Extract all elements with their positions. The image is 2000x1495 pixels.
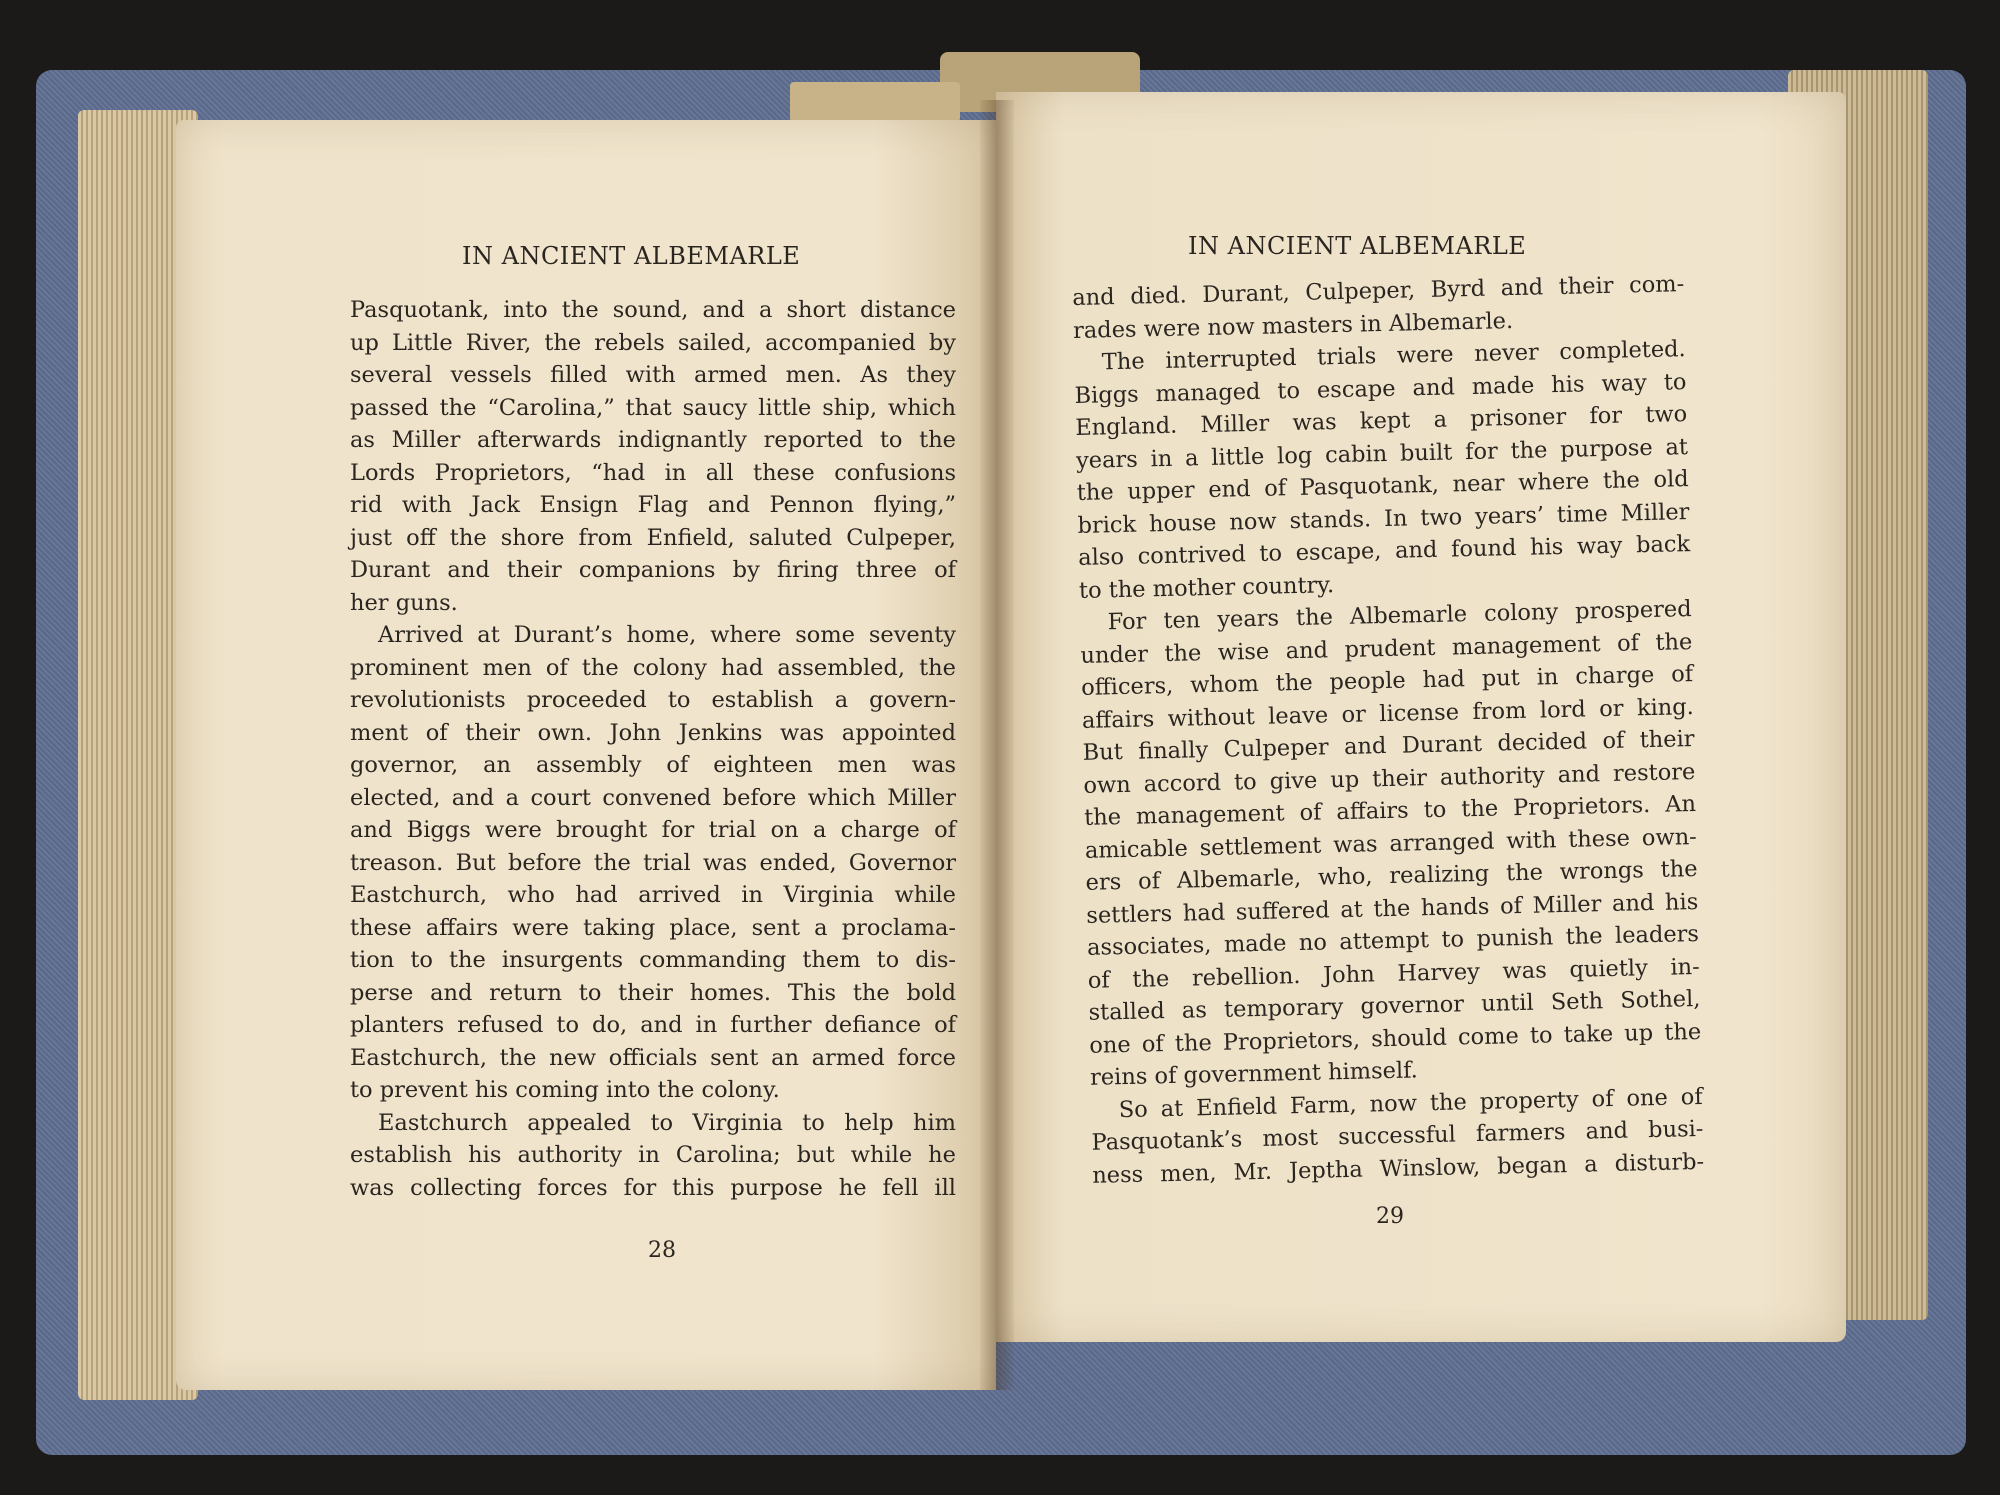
text-line: rades were now masters in Albemarle.: [1072, 307, 1514, 344]
text-line: just off the shore from Enfield, saluted Culpeper,: [350, 524, 956, 551]
text-line: Pasquotank, into the sound, and a short distance: [350, 297, 956, 323]
text-line: and died. Durant, Culpeper, Byrd and their com-: [1072, 271, 1685, 311]
text-line: affairs without leave or license from lord or king.: [1081, 693, 1695, 734]
text-line: perse and return to their homes. This the bold: [350, 979, 956, 1006]
text-line: up Little River, the rebels sailed, accompanied by: [350, 329, 956, 356]
text-line: England. Miller was kept a prisoner for two: [1075, 401, 1688, 441]
text-line: one of the Proprietors, should come to take up the: [1089, 1018, 1702, 1059]
page-body-text: [1072, 268, 1704, 1192]
text-line: governor, an assembly of eighteen men was: [350, 752, 956, 778]
left-page: [176, 120, 996, 1390]
text-line: But finally Culpeper and Durant decided of their: [1082, 725, 1695, 766]
page-number: 29: [1376, 1204, 1404, 1229]
text-line: the upper end of Pasquotank, near where the old: [1076, 466, 1689, 506]
page-number: 28: [648, 1238, 676, 1263]
text-line: her guns.: [350, 589, 458, 616]
text-line: was collecting forces for this purpose he fell ill: [350, 1174, 956, 1201]
text-line: also contrived to escape, and found his way back: [1077, 531, 1691, 571]
text-line: establish his authority in Carolina; but while he: [350, 1142, 956, 1168]
text-line: under the wise and prudent management of the: [1080, 628, 1693, 669]
book-gutter: [980, 100, 1014, 1390]
text-line: planters refused to do, and in further defiance of: [350, 1012, 956, 1038]
text-line: to the mother country.: [1078, 571, 1335, 604]
text-line: amicable settlement was arranged with these own-: [1084, 823, 1698, 864]
text-line: Arrived at Durant’s home, where some seventy: [378, 622, 956, 648]
text-line: to prevent his coming into the colony.: [350, 1077, 780, 1103]
spine-tape: [790, 82, 960, 122]
text-line: Pasquotank’s most successful farmers and busi-: [1091, 1115, 1704, 1156]
text-line: and Biggs were brought for trial on a charge of: [350, 817, 956, 843]
right-page: [996, 92, 1846, 1342]
text-line: years in a little log cabin built for the purpose at: [1075, 433, 1689, 474]
text-line: prominent men of the colony had assembled, the: [350, 654, 956, 681]
text-line: Eastchurch, the new officials sent an armed force: [350, 1044, 956, 1071]
page-body-text: [350, 294, 956, 1204]
text-line: treason. But before the trial was ended, Governor: [350, 849, 956, 876]
text-line: of the rebellion. John Harvey was quietly in-: [1087, 953, 1700, 994]
text-line: Eastchurch, who had arrived in Virginia while: [350, 882, 956, 908]
text-line: as Miller afterwards indignantly reported to the: [350, 427, 956, 453]
text-line: elected, and a court convened before which Miller: [350, 784, 956, 811]
text-line: several vessels filled with armed men. As they: [350, 362, 956, 388]
text-line: settlers had suffered at the hands of Miller and his: [1086, 888, 1699, 929]
text-line: Eastchurch appealed to Virginia to help him: [378, 1109, 956, 1136]
text-line: these affairs were taking place, sent a proclama-: [350, 914, 956, 941]
text-line: rid with Jack Ensign Flag and Pennon flying,”: [350, 492, 956, 518]
text-line: ness men, Mr. Jeptha Winslow, began a disturb-: [1091, 1148, 1705, 1189]
text-line: Lords Proprietors, “had in all these confusions: [350, 459, 956, 486]
running-header: IN ANCIENT ALBEMARLE: [462, 242, 801, 270]
text-line: associates, made no attempt to punish the leaders: [1086, 920, 1700, 961]
text-line: own accord to give up their authority and restore: [1083, 758, 1696, 799]
text-line: stalled as temporary governor until Seth Sothel,: [1088, 985, 1701, 1026]
text-line: reins of government himself.: [1089, 1057, 1419, 1091]
text-line: ment of their own. John Jenkins was appointed: [350, 719, 956, 746]
text-line: So at Enfield Farm, now the property of one of: [1118, 1083, 1703, 1123]
text-line: Biggs managed to escape and made his way to: [1074, 368, 1687, 409]
text-line: revolutionists proceeded to establish a govern-: [350, 687, 956, 713]
text-line: ers of Albemarle, who, realizing the wrongs the: [1085, 855, 1698, 896]
text-line: tion to the insurgents commanding them to dis-: [350, 947, 956, 973]
text-line: passed the “Carolina,” that saucy little ship, which: [350, 394, 956, 421]
text-line: officers, whom the people had put in charge of: [1080, 661, 1694, 701]
text-line: the management of affairs to the Proprietors. An: [1083, 790, 1697, 831]
text-line: Durant and their companions by firing three of: [350, 557, 956, 583]
running-header: IN ANCIENT ALBEMARLE: [1188, 232, 1527, 260]
text-line: For ten years the Albemarle colony prospered: [1107, 596, 1692, 636]
text-line: The interrupted trials were never completed.: [1101, 336, 1686, 376]
text-line: brick house now stands. In two years’ time Miller: [1077, 498, 1690, 539]
